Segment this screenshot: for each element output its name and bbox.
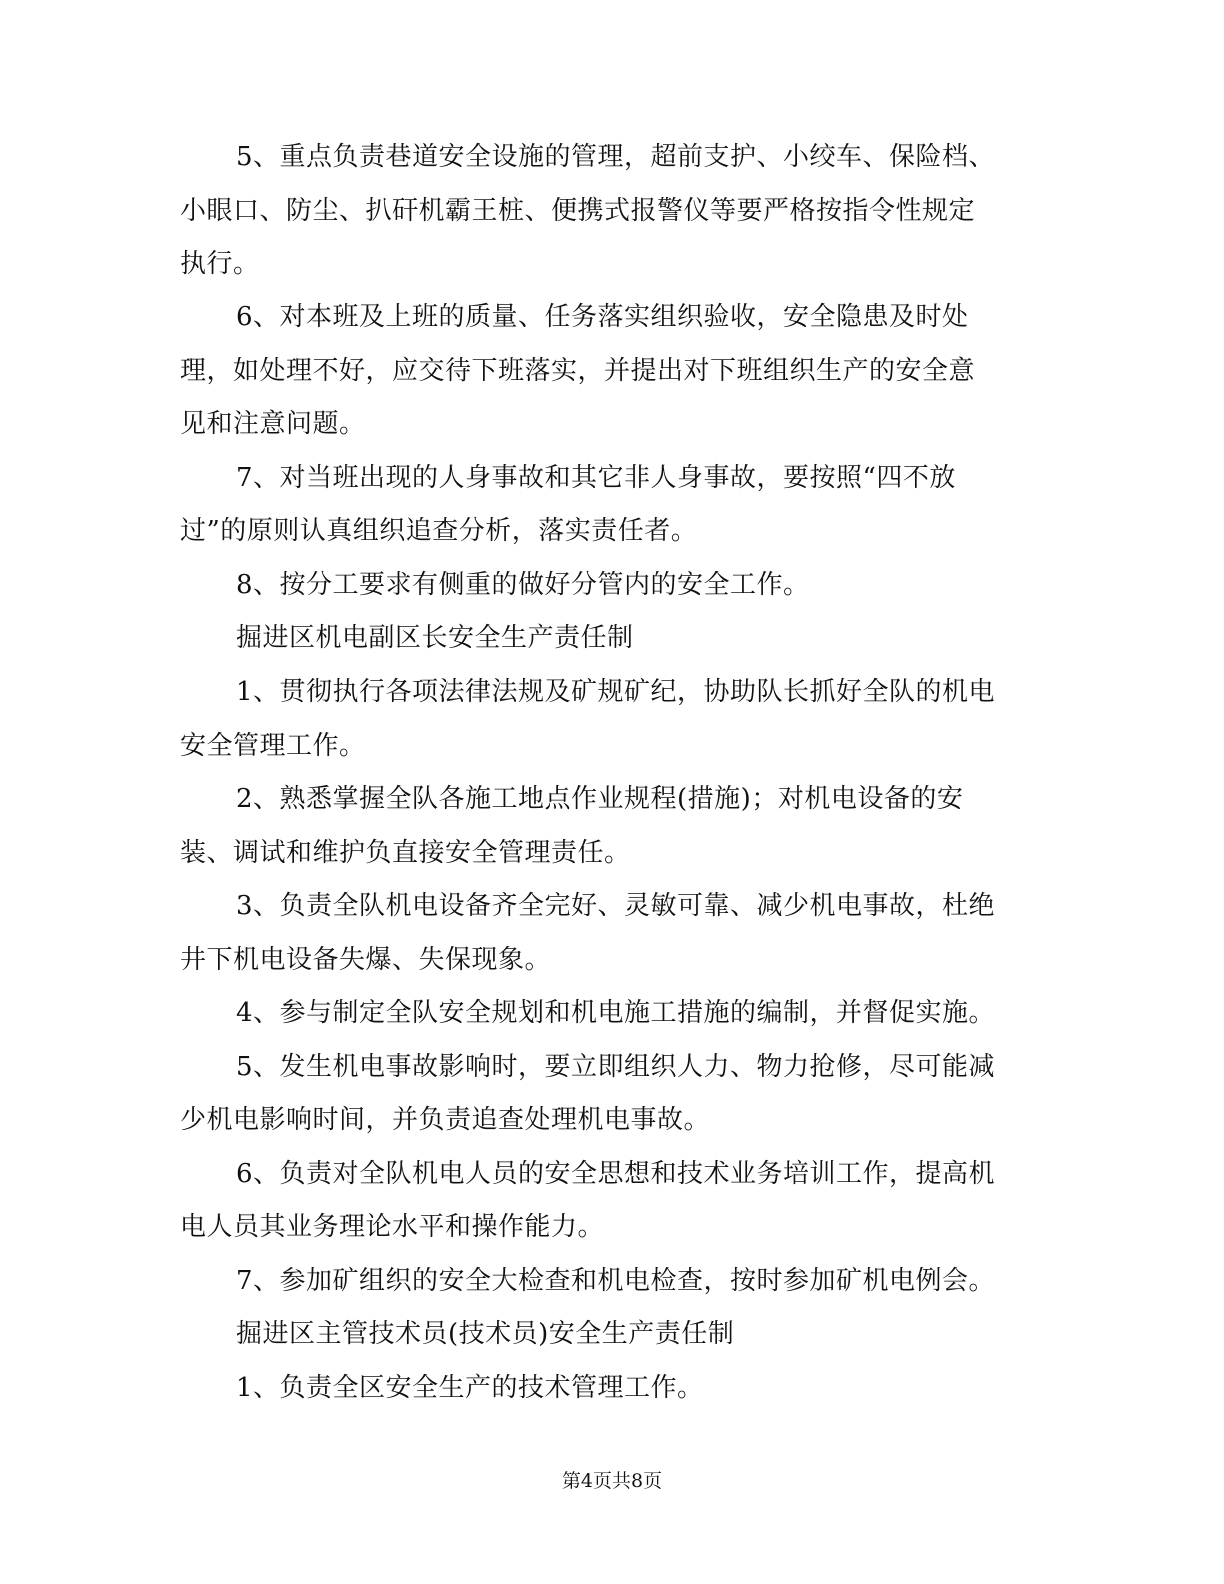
text-line: 7、对当班出现的人身事故和其它非人身事故，要按照“四不放: [236, 463, 956, 493]
text-line: 井下机电设备失爆、失保现象。: [180, 945, 552, 975]
text-line: 7、参加矿组织的安全大检查和机电检查，按时参加矿机电例会。: [236, 1266, 996, 1296]
section-heading: 掘进区主管技术员(技术员)安全生产责任制: [236, 1319, 735, 1349]
page-number: 第4页共8页: [561, 1470, 663, 1492]
text-line: 6、负责对全队机电人员的安全思想和技术业务培训工作，提高机: [236, 1159, 996, 1189]
text-line: 5、发生机电事故影响时，要立即组织人力、物力抢修，尽可能减: [236, 1052, 996, 1082]
text-line: 电人员其业务理论水平和操作能力。: [180, 1212, 605, 1242]
text-line: 5、重点负责巷道安全设施的管理，超前支护、小绞车、保险档、: [236, 142, 996, 172]
text-line: 安全管理工作。: [180, 731, 366, 761]
text-line: 少机电影响时间，并负责追查处理机电事故。: [180, 1105, 711, 1135]
text-line: 3、负责全队机电设备齐全完好、灵敏可靠、减少机电事故，杜绝: [236, 891, 996, 921]
text-line: 4、参与制定全队安全规划和机电施工措施的编制，并督促实施。: [236, 998, 996, 1028]
text-line: 1、贯彻执行各项法律法规及矿规矿纪，协助队长抓好全队的机电: [236, 677, 996, 707]
text-line: 1、负责全区安全生产的技术管理工作。: [236, 1373, 704, 1403]
text-line: 8、按分工要求有侧重的做好分管内的安全工作。: [236, 570, 810, 600]
text-line: 6、对本班及上班的质量、任务落实组织验收，安全隐患及时处: [236, 302, 969, 332]
text-line: 见和注意问题。: [180, 409, 366, 439]
text-line: 2、熟悉掌握全队各施工地点作业规程(措施)；对机电设备的安: [236, 784, 964, 814]
text-line: 理，如处理不好，应交待下班落实，并提出对下班组织生产的安全意: [180, 356, 976, 386]
section-heading: 掘进区机电副区长安全生产责任制: [236, 623, 634, 653]
text-line: 过”的原则认真组织追查分析，落实责任者。: [180, 516, 698, 546]
text-line: 装、调试和维护负直接安全管理责任。: [180, 838, 631, 868]
text-line: 小眼口、防尘、扒矸机霸王桩、便携式报警仪等要严格按指令性规定: [180, 196, 976, 226]
text-line: 执行。: [180, 249, 260, 279]
